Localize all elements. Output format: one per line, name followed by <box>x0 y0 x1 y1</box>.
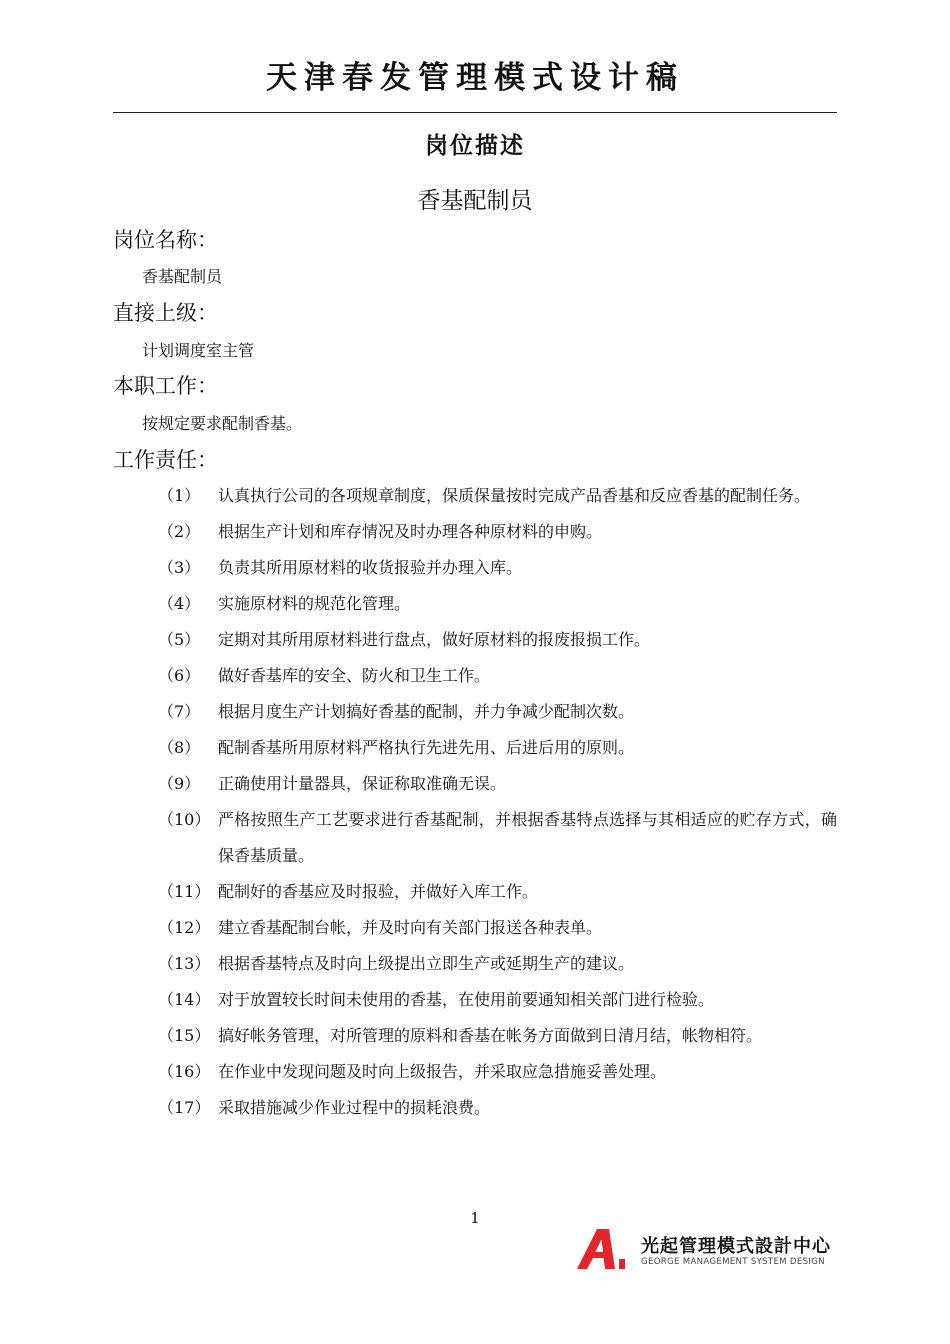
duty-text: 严格按照生产工艺要求进行香基配制，并根据香基特点选择与其相适应的贮存方式，确保香基质量。 <box>218 810 837 865</box>
duty-item <box>113 946 837 982</box>
duties-label: 工作责任： <box>113 448 218 472</box>
duty-item <box>113 910 837 946</box>
duties-list <box>113 478 837 1126</box>
position-title: 香基配制员 <box>417 188 533 214</box>
duty-item <box>113 1054 837 1090</box>
position-name-label: 岗位名称： <box>113 228 218 252</box>
duty-text: 根据月度生产计划搞好香基的配制，并力争减少配制次数。 <box>218 702 635 721</box>
duty-item <box>113 622 837 658</box>
duty-text: 根据香基特点及时向上级提出立即生产或延期生产的建议。 <box>218 954 635 973</box>
duty-text: 在作业中发现问题及时向上级报告，并采取应急措施妥善处理。 <box>218 1062 667 1081</box>
duty-text: 负责其所用原材料的收货报验并办理入库。 <box>218 558 523 577</box>
duty-item <box>113 1090 837 1126</box>
duty-number: （17） <box>158 1098 211 1117</box>
duty-item <box>113 514 837 550</box>
duty-text: 建立香基配制台帐，并及时向有关部门报送各种表单。 <box>218 918 603 937</box>
duty-number: （7） <box>158 702 201 721</box>
duty-number: （11） <box>158 882 211 901</box>
duty-text: 对于放置较长时间未使用的香基，在使用前要通知相关部门进行检验。 <box>218 990 715 1009</box>
main-job-label: 本职工作： <box>113 374 218 398</box>
duty-text: 采取措施减少作业过程中的损耗浪费。 <box>218 1098 491 1117</box>
header-divider <box>113 112 837 113</box>
company-logo <box>575 1226 840 1272</box>
logo-a-mark-icon <box>575 1228 635 1270</box>
logo-english-name: GEORGE MANAGEMENT SYSTEM DESIGN <box>641 1257 825 1267</box>
duty-text: 正确使用计量器具，保证称取准确无误。 <box>218 774 507 793</box>
duty-item <box>113 586 837 622</box>
duty-item <box>113 550 837 586</box>
duty-item <box>113 478 837 514</box>
duty-number: （12） <box>158 918 211 937</box>
duty-item <box>113 694 837 730</box>
duty-text: 配制好的香基应及时报验，并做好入库工作。 <box>218 882 539 901</box>
duty-number: （14） <box>158 990 211 1009</box>
direct-superior-value: 计划调度室主管 <box>142 341 255 360</box>
logo-chinese-name: 光起管理模式設計中心 <box>641 1236 831 1257</box>
main-job-value: 按规定要求配制香基。 <box>142 414 303 433</box>
duty-item <box>113 1018 837 1054</box>
duty-number: （8） <box>158 738 201 757</box>
direct-superior-label: 直接上级： <box>113 301 218 325</box>
duty-item <box>113 766 837 802</box>
duty-number: （2） <box>158 522 201 541</box>
duty-text: 根据生产计划和库存情况及时办理各种原材料的申购。 <box>218 522 603 541</box>
duty-item <box>113 874 837 910</box>
position-name-value: 香基配制员 <box>142 267 223 286</box>
duty-text: 实施原材料的规范化管理。 <box>218 594 411 613</box>
duty-number: （1） <box>158 486 201 505</box>
duty-number: （3） <box>158 558 201 577</box>
document-header-title: 天津春发管理模式设计稿 <box>266 60 684 96</box>
duty-text: 做好香基库的安全、防火和卫生工作。 <box>218 666 491 685</box>
duty-item <box>113 802 837 874</box>
duty-number: （4） <box>158 594 201 613</box>
duty-item <box>113 658 837 694</box>
duty-number: （5） <box>158 630 201 649</box>
duty-number: （13） <box>158 954 211 973</box>
duty-text: 搞好帐务管理，对所管理的原料和香基在帐务方面做到日清月结，帐物相符。 <box>218 1026 763 1045</box>
page-number: 1 <box>470 1209 480 1227</box>
duty-text: 认真执行公司的各项规章制度，保质保量按时完成产品香基和反应香基的配制任务。 <box>218 486 811 505</box>
duty-number: （15） <box>158 1026 211 1045</box>
duty-item <box>113 982 837 1018</box>
duty-number: （10） <box>158 810 211 829</box>
section-title: 岗位描述 <box>425 133 525 159</box>
duty-item <box>113 730 837 766</box>
duty-text: 配制香基所用原材料严格执行先进先用、后进后用的原则。 <box>218 738 635 757</box>
duty-number: （16） <box>158 1062 211 1081</box>
duty-number: （9） <box>158 774 201 793</box>
duty-number: （6） <box>158 666 201 685</box>
duty-text: 定期对其所用原材料进行盘点，做好原材料的报废报损工作。 <box>218 630 651 649</box>
